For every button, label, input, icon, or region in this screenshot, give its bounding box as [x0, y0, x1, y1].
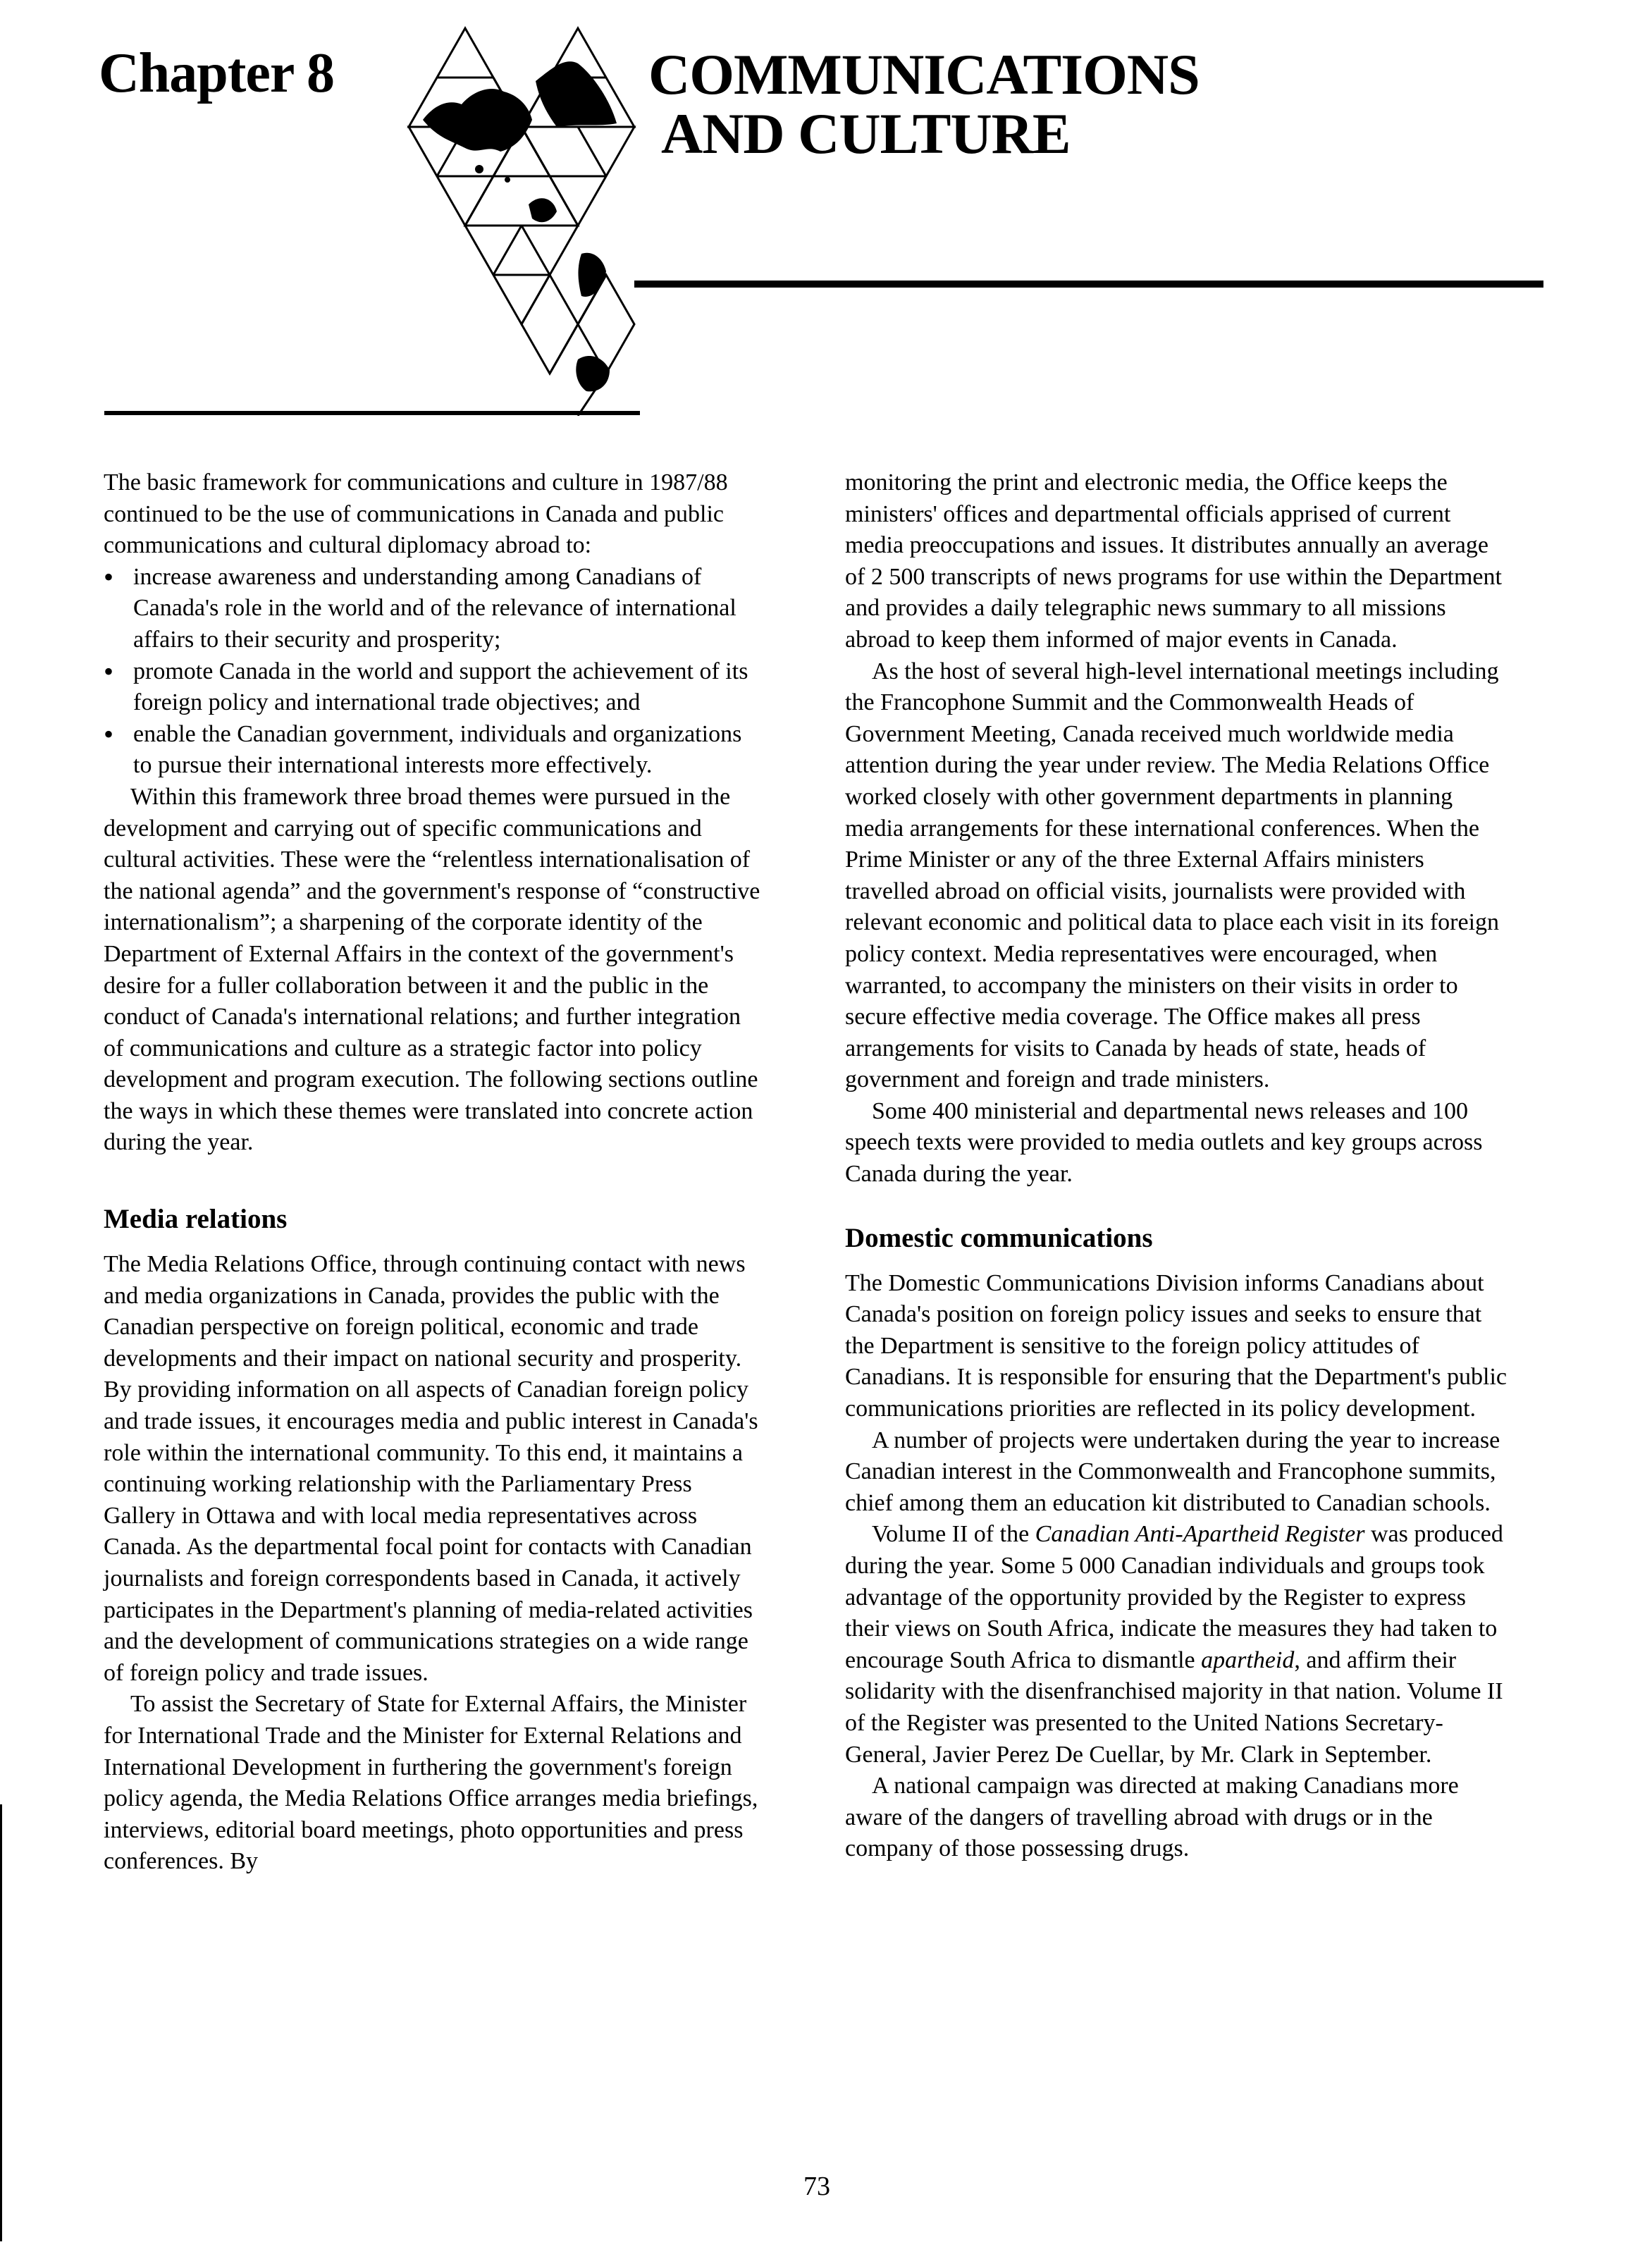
- intro-paragraph: The basic framework for communications and culture in 1987/88 continued to be the use of communications in Canada and public communications and cultural diplomacy abroad to:: [104, 469, 728, 559]
- register-text-before: Volume II of the: [872, 1521, 1035, 1548]
- register-text-after: , and affirm their solidarity with the disenfranchised majority in that nation. Volume II of the Register was presented to the United Nations Secretary-General, Javier Perez De Cuellar, by Mr. Clark in September.: [845, 1646, 1503, 1768]
- right-column: [845, 467, 1508, 1865]
- chapter-label: Chapter 8: [99, 42, 334, 104]
- media-relations-paragraph-2: To assist the Secretary of State for External Affairs, the Minister for International Trade and the Minister for External Relations and International Development in furthering the government's foreign policy agenda, the Media Relations Office arranges media briefings, interviews, editorial board meetings, photo opportunities and press conferences. By: [104, 1691, 758, 1875]
- list-item: • enable the Canadian government, individuals and organizations to pursue their international interests more effectively.: [104, 719, 766, 782]
- campaign-paragraph: A national campaign was directed at making Canadians more aware of the dangers of travelling abroad with drugs or in the company of those possessing drugs.: [845, 1773, 1459, 1862]
- host-meetings-paragraph: As the host of several high-level international meetings including the Francophone Summit and the Commonwealth Heads of Government Meeting, Canada received much worldwide media attention during the year under review. The Media Relations Office worked closely with other government departments in planning media arrangements for these international conferences. When the Prime Minister or any of the three External Affairs ministers travelled abroad on official visits, journalists were provided with relevant economic and political data to place each visit in its foreign policy context. Media representatives were encouraged, when warranted, to accompany the ministers on their visits in order to secure effective media coverage. The Office makes all press arrangements for visits to Canada by heads of state, heads of government and foreign and trade ministers.: [845, 658, 1500, 1093]
- header-rule-left: [104, 411, 640, 415]
- globe-triangle-emblem: [366, 21, 662, 416]
- domestic-communications-heading: Domestic communications: [845, 1222, 1153, 1253]
- left-column: [104, 467, 766, 1878]
- register-paragraph: [845, 1519, 1508, 1771]
- chapter-title-line-2: AND CULTURE: [661, 101, 1071, 166]
- monitoring-paragraph: monitoring the print and electronic media, the Office keeps the ministers' offices and departmental officials apprised of current media preoccupations and issues. It distributes annually an average of 2 500 transcripts of news programs for use within the Department and provides a daily telegraphic news summary to all missions abroad to keep them informed of major events in Canada.: [845, 469, 1502, 653]
- chapter-title: [648, 42, 1200, 166]
- list-item: • promote Canada in the world and support the achievement of its foreign policy and international trade objectives; and: [104, 656, 766, 719]
- domestic-paragraph-2: A number of projects were undertaken during the year to increase Canadian interest in the Commonwealth and Francophone summits, chief among them an education kit distributed to Canadian schools.: [845, 1427, 1500, 1516]
- domestic-paragraph-1: The Domestic Communications Division informs Canadians about Canada's position on foreign policy issues and seeks to ensure that the Department is sensitive to the foreign policy attitudes of Canadians. It is responsible for ensuring that the Department's public communications priorities are reflected in its policy development.: [845, 1269, 1508, 1422]
- objectives-list: [104, 562, 766, 782]
- chapter-title-line-1: COMMUNICATIONS: [648, 42, 1200, 106]
- media-relations-heading: Media relations: [104, 1204, 288, 1235]
- media-relations-paragraph-1: The Media Relations Office, through continuing contact with news and media organizations in Canada, provides the public with the Canadian perspective on foreign political, economic and trade developments and their impact on national security and prosperity. By providing information on all aspects of Canadian foreign policy and trade issues, it encourages media and public interest in Canada's role within the international community. To this end, it maintains a continuing working relationship with the Parliamentary Press Gallery in Ottawa and with local media representatives across Canada. As the departmental focal point for contacts with Canadian journalists and foreign correspondents based in Canada, it actively participates in the Department's planning of media-related activities and the development of communications strategies on a wide range of foreign policy and trade issues.: [104, 1251, 758, 1686]
- apartheid-term: apartheid: [1201, 1646, 1295, 1673]
- scan-edge-mark: [0, 1804, 2, 2241]
- header-rule-right: [634, 281, 1543, 288]
- register-title: Canadian Anti-Apartheid Register: [1035, 1521, 1365, 1548]
- register-text-middle: was produced during the year. Some 5 000 Canadian individuals and groups took advantage of the opportunity provided by the Register to express their views on South Africa, indicate the measures they had taken to encourage South Africa to dismantle: [845, 1521, 1503, 1673]
- list-item: • increase awareness and understanding among Canadians of Canada's role in the world and of the relevance of international affairs to their security and prosperity;: [104, 562, 766, 656]
- page-number: 73: [803, 2172, 830, 2201]
- themes-paragraph: Within this framework three broad themes were pursued in the development and carrying out of specific communications and cultural activities. These were the “relentless internationalisation of the national agenda” and the government's response of “constructive internationalism”; a sharpening of the corporate identity of the Department of External Affairs in the context of the government's desire for a fuller collaboration between it and the public in the conduct of Canada's international relations; and further integration of communications and culture as a strategic factor into policy development and program execution. The following sections outline the ways in which these themes were translated into concrete action during the year.: [104, 783, 760, 1156]
- news-releases-paragraph: Some 400 ministerial and departmental news releases and 100 speech texts were provided to media outlets and key groups across Canada during the year.: [845, 1097, 1483, 1188]
